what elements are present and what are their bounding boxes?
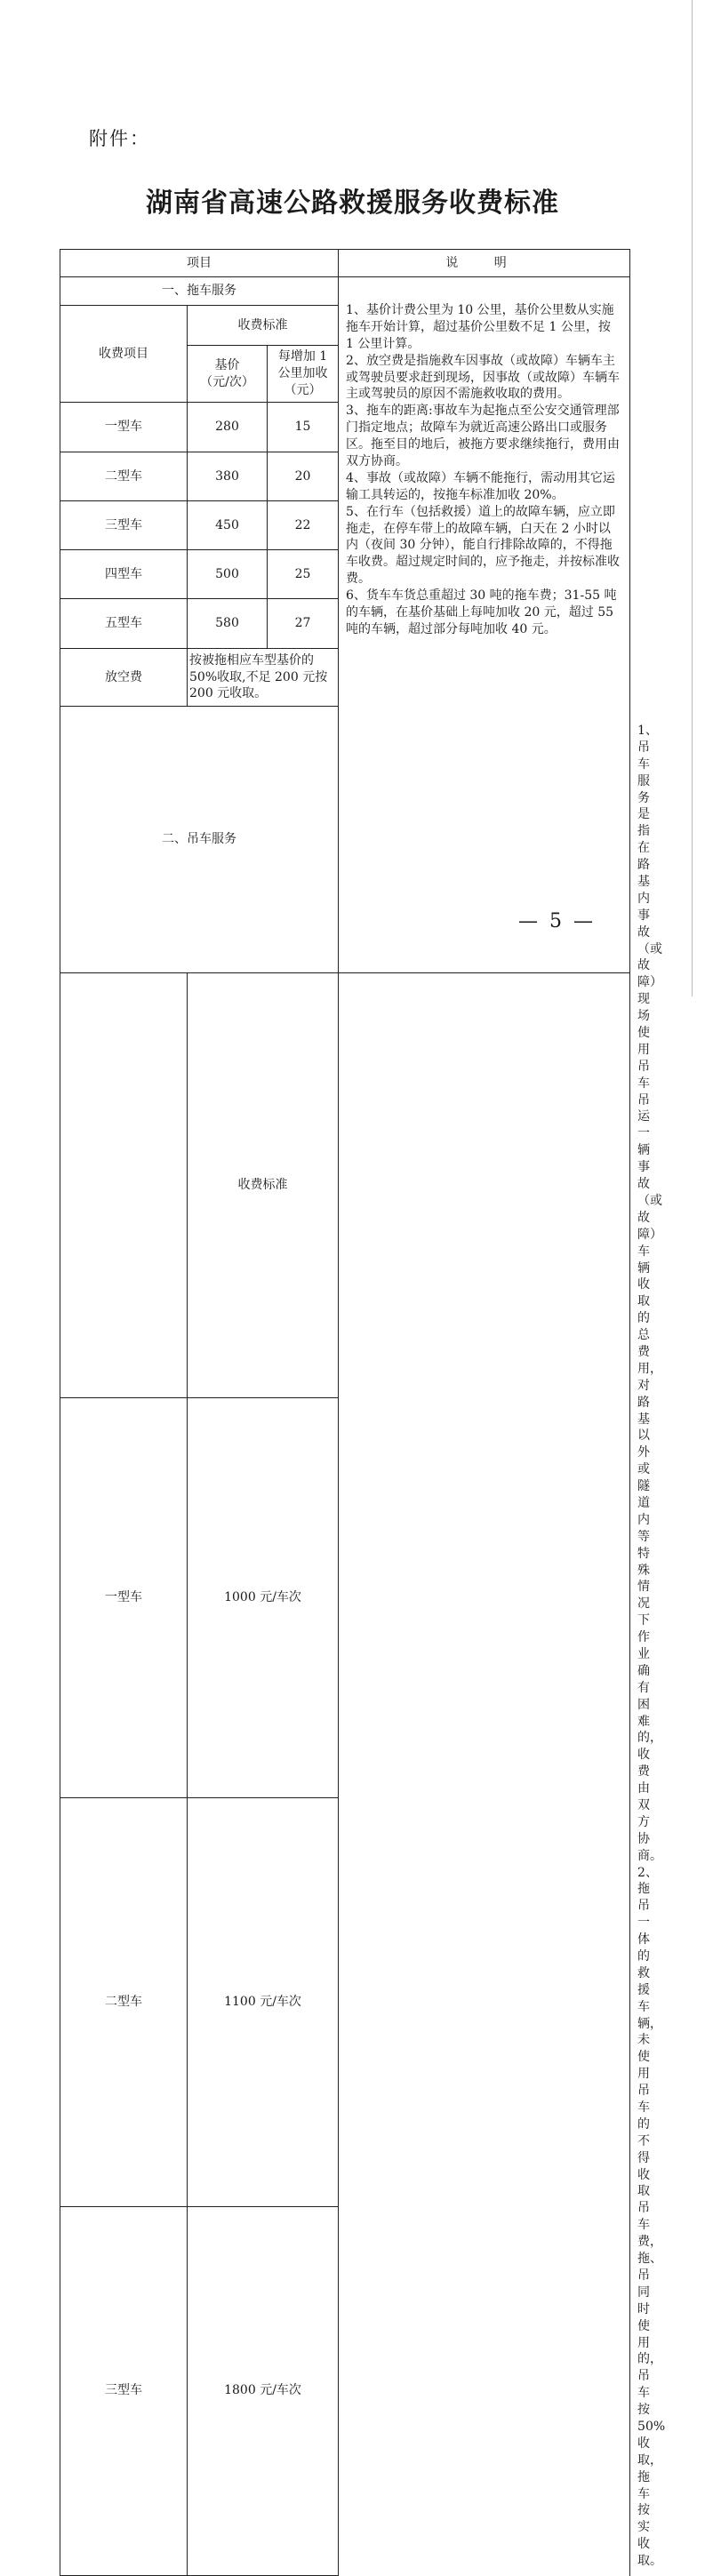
crane-fee: 1800 元/车次 [188,2206,339,2575]
crane-fee: 1100 元/车次 [188,1798,339,2206]
crane-vehicle-type: 三型车 [60,2206,188,2575]
vehicle-type: 二型车 [60,452,188,501]
vehicle-type: 五型车 [60,599,188,649]
empty-run-fee-value: 按被拖相应车型基价的50%收取,不足 200 元按200 元收取。 [188,649,339,707]
vehicle-type: 一型车 [60,403,188,452]
base-price: 500 [188,550,268,599]
base-price: 280 [188,403,268,452]
base-price: 450 [188,501,268,550]
page-title: 湖南省高速公路救援服务收费标准 [146,188,559,219]
standard-header: 收费标准 [188,306,339,346]
crane-item-blank [60,973,188,1397]
empty-run-fee-label: 放空费 [60,649,188,707]
base-price: 580 [188,599,268,649]
per-km-price: 25 [268,550,339,599]
header-project: 项目 [60,250,339,277]
crane-fee: 1000 元/车次 [188,1397,339,1798]
attachment-label: 附件： [89,128,150,149]
page-number: — 5 — [518,910,596,932]
tow-note: 4、事故（或故障）车辆不能拖行，需动用其它运输工具转运的，按拖车标准加收 20%。 [346,470,615,502]
crane-vehicle-type: 一型车 [60,1397,188,1798]
per-km-price: 22 [268,501,339,550]
crane-standard-header: 收费标准 [188,973,339,1397]
tow-note: 1、基价计费公里为 10 公里，基价公里数从实施拖车开始计算，超过基价公里数不足 1 公里，按 1 公里计算。 [346,303,614,351]
base-price: 380 [188,452,268,501]
tow-note: 2、放空费是指施救车因事故（或故障）车辆车主或驾驶员要求赶到现场，因事故（或故障）车辆车主或驾驶员的原因不需施救收取的费用。 [346,353,621,402]
tow-note: 6、货车车货总重超过 30 吨的拖车费；31-55 吨的车辆，在基价基础上每吨加收 20 元，超过 55 吨的车辆，超过部分每吨加收 40 元。 [346,588,617,636]
header-description: 说 明 [339,250,630,277]
item-header: 收费项目 [60,306,188,403]
per-km-price: 27 [268,599,339,649]
tow-note: 5、在行车（包括救援）道上的故障车辆，应立即拖走，在停车带上的故障车辆，白天在 2 小时以内（夜间 30 分钟），能自行排除故障的，不得拖车收费。超过规定时间的，应予拖走，并按标准收费。 [346,504,621,587]
crane-vehicle-type: 二型车 [60,1798,188,2206]
scan-edge-line [692,0,693,996]
per-km-price: 20 [268,452,339,501]
section-crane: 二、吊车服务 [60,707,339,973]
tow-notes [339,277,630,973]
base-price-header: 基价 （元/次） [188,346,268,403]
per-km-price: 15 [268,403,339,452]
per-km-header: 每增加 1 公里加收 （元） [268,346,339,403]
vehicle-type: 四型车 [60,550,188,599]
vehicle-type: 三型车 [60,501,188,550]
fee-table: 项目 说 明 一、拖车服务 1、基价计费公里为 10 公里，基价公里数从实施拖车开始计算，超过基价公里数不足 1 公里，按 1 公里计算。 2、放空费是指施救车因事故（或故障）车辆车主或驾驶员要求赶到现场，因事故（或故障）车辆车主或驾驶员的原因不需施救收取的费用。 3、拖车的距离:事故车为起拖点至公安交通管理部门指定地点；故障车为就近高速公路出口或服务区。拖至目的地后，被拖方要求继续拖行，费用由双方协商。 4、事故（或故障）车辆不能拖行，需动用其它运输工具转运的，按拖车标准加收 20%。 5、在行车（包括救援）道上的故障车辆，应立即拖走，在停车带上的故障车辆，白天在 2 小时以内（夜间 30 分钟），能自行排除故障的，不得拖车收费。超过规定时间的，应予拖走，并按标准收费。 6、货车车货总重超过 30 吨的拖车费；31-55 吨的车辆，在基价基础上每吨加收 20 元，超过 55 吨的车辆，超过部分每吨加收 40 元。 收费项目 收费标准 基价 （元/次） 每增加 1 公里加收 （元） 一型车 280 15 二型车 380 20 三型车 450 22 四型车 500 25 五型车 580 27 放空费 按被拖相应车型基价的50%收取,不足 200 元按200 元收取。 二、吊车服务 1、吊车服务是指在路基内事故（或故障）现场使用吊车吊运一辆事故（或故障）车辆收取的总费用，对路基以外或隧道内等特殊情况下作业确有困难的，收费由双方协商。 2、拖吊一体的救援车辆，未使用吊车的不得收取吊车费，拖、吊同时使用的，吊车按 50%收取，拖车按实收取。 收费标准 一型车 1000 元/车次 二型车 1100 元/车次 三型车 1800 元/车次 [60,249,630,2576]
tow-note: 3、拖车的距离:事故车为起拖点至公安交通管理部门指定地点；故障车为就近高速公路出口或服务区。拖至目的地后，被拖方要求继续拖行，费用由双方协商。 [346,404,621,469]
section-tow: 一、拖车服务 [60,277,339,306]
